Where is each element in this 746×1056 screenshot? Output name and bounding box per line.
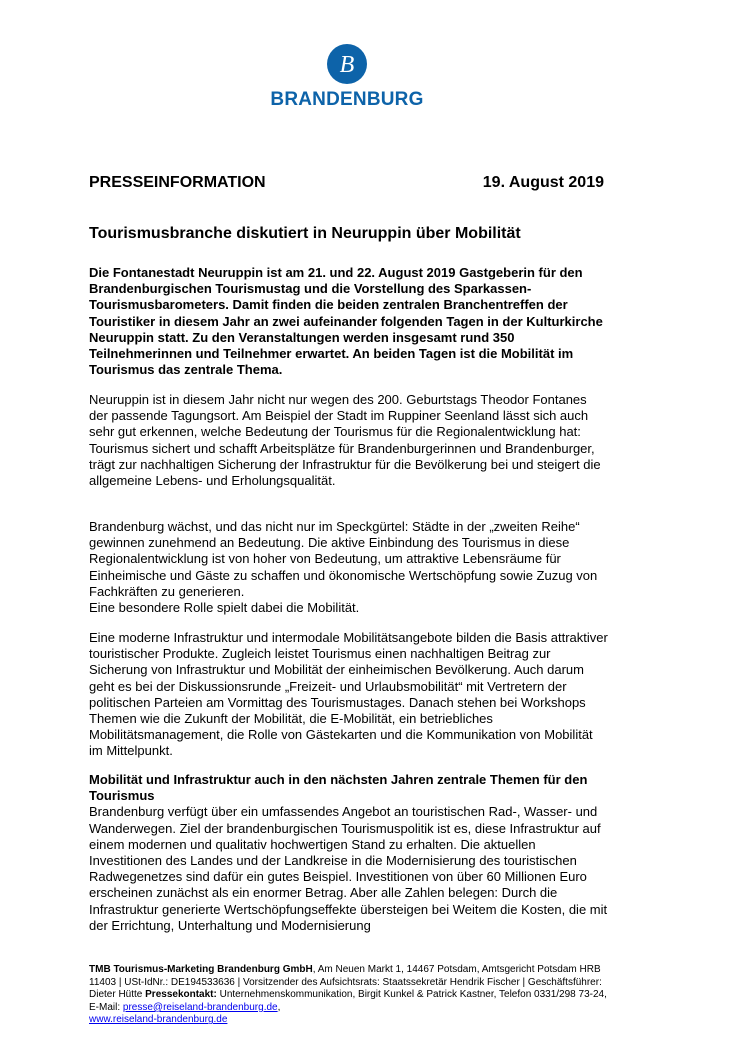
section-heading: Mobilität und Infrastruktur auch in den nächsten Jahren zentrale Themen für den Tourismus: [89, 772, 588, 804]
press-label: PRESSEINFORMATION: [89, 174, 266, 191]
body-paragraph-2-note: Eine besondere Rolle spielt dabei die Mobilität.: [89, 600, 360, 616]
footer-email-link[interactable]: presse@reiseland-brandenburg.de: [122, 1001, 278, 1013]
lead-paragraph: Die Fontanestadt Neuruppin ist am 21. und 22. August 2019 Gastgeberin für den Brandenburgischen Tourismustag und die Vorstellung des Sparkassen-Tourismusbarometers. Damit finden die beiden zentralen Branchentreffen der Touristiker in diesem Jahr an zwei aufeinander folgenden Tagen in der Kulturkirche Neuruppin statt. Zu den Veranstaltungen werden insgesamt rund 350 Teilnehmerinnen und Teilnehmer erwartet. An beiden Tagen ist die Mobilität im Tourismus das zentrale Thema.: [89, 265, 603, 378]
press-header: [89, 174, 604, 196]
body-paragraph-2-text: Brandenburg wächst, und das nicht nur im Speckgürtel: Städte in der „zweiten Reihe“ gewinnen zunehmend an Bedeutung. Die aktive Einbindung des Tourismus in diese Regionalentwicklung ist von hoher von Bedeutung, um attraktive Lebensräume für Einheimische und Gäste zu schaffen und ökonomische Wertschöpfung sowie Zuzug von Fachkräften zu generieren.: [89, 519, 598, 599]
footer: [89, 964, 609, 1027]
section-body: Brandenburg verfügt über ein umfassendes Angebot an touristischen Rad-, Wasser- und Wanderwegen. Ziel der brandenburgischen Tourismuspolitik ist es, diese Infrastruktur auf einem modernen und qualitativ hochwertigen Stand zu erhalten. Die aktuellen Investitionen des Landes und der Landkreise in die Modernisierung des touristischen Radwegenetzes sind dafür ein gutes Beispiel. Investitionen von über 60 Millionen Euro erscheinen zunächst als ein enormer Betrag. Aber alle Zahlen belegen: Durch die Infrastruktur generierte Wertschöpfungseffekte übersteigen bei Weitem die Kosten, die mit der Errichtung, Unterhaltung und Modernisierung: [89, 804, 608, 933]
section: [89, 772, 609, 934]
headline: Tourismusbranche diskutiert in Neuruppin über Mobilität: [89, 225, 521, 242]
footer-website-link[interactable]: www.reiseland-brandenburg.de: [89, 1014, 228, 1026]
press-date: 19. August 2019: [482, 174, 604, 191]
footer-contact-label: Pressekontakt:: [145, 989, 217, 1001]
footer-separator: ,: [277, 1001, 281, 1013]
logo-mark-letter: B: [339, 52, 355, 78]
brandenburg-logo: [267, 40, 427, 116]
logo-wordmark: BRANDENBURG: [270, 89, 424, 110]
brandenburg-emblem-icon: [326, 43, 368, 85]
footer-text-2: Unternehmenskommunikation, Birgit Kunkel & Patrick Kastner, Telefon 0331/298 73-24, E-Mail:: [89, 989, 607, 1013]
body-paragraph-2: [89, 519, 609, 616]
body-paragraph-1: Neuruppin ist in diesem Jahr nicht nur wegen des 200. Geburtstags Theodor Fontanes der passende Tagungsort. Am Beispiel der Stadt im Ruppiner Seenland lässt sich auch sehr gut erkennen, welche Bedeutung der Tourismus für die Regionalentwicklung hat: Tourismus sichert und schafft Arbeitsplätze für Brandenburgerinnen und Brandenburger, trägt zur nachhaltigen Sicherung der Infrastruktur für die Bevölkerung bei und steigert die allgemeine Lebens- und Erholungsqualität.: [89, 392, 601, 489]
body-paragraph-3: Eine moderne Infrastruktur und intermodale Mobilitätsangebote bilden die Basis attraktiver touristischer Produkte. Zugleich leistet Tourismus einen nachhaltigen Beitrag zur Sicherung von Infrastruktur und Mobilität der einheimischen Bevölkerung. Auch darum geht es bei der Diskussionsrunde „Freizeit- und Urlaubsmobilität“ mit Vertretern der politischen Parteien am Vormittag des Tourismustages. Danach stehen bei Workshops Themen wie die Zukunft der Mobilität, die E-Mobilität, ein betriebliches Mobilitätsmanagement, die Rolle von Gästekarten und die Kommunikation von Mobilität im Mittelpunkt.: [89, 630, 608, 759]
footer-company: TMB Tourismus-Marketing Brandenburg GmbH: [89, 964, 313, 975]
footer-text-1: , Am Neuen Markt 1, 14467 Potsdam, Amtsgericht Potsdam HRB 11403 | USt-IdNr.: DE194533636 | Vorsitzender des Aufsichtsrats: Staatssekretär Hendrik Fischer | Geschäftsführer: Dieter Hütte: [89, 964, 602, 1001]
